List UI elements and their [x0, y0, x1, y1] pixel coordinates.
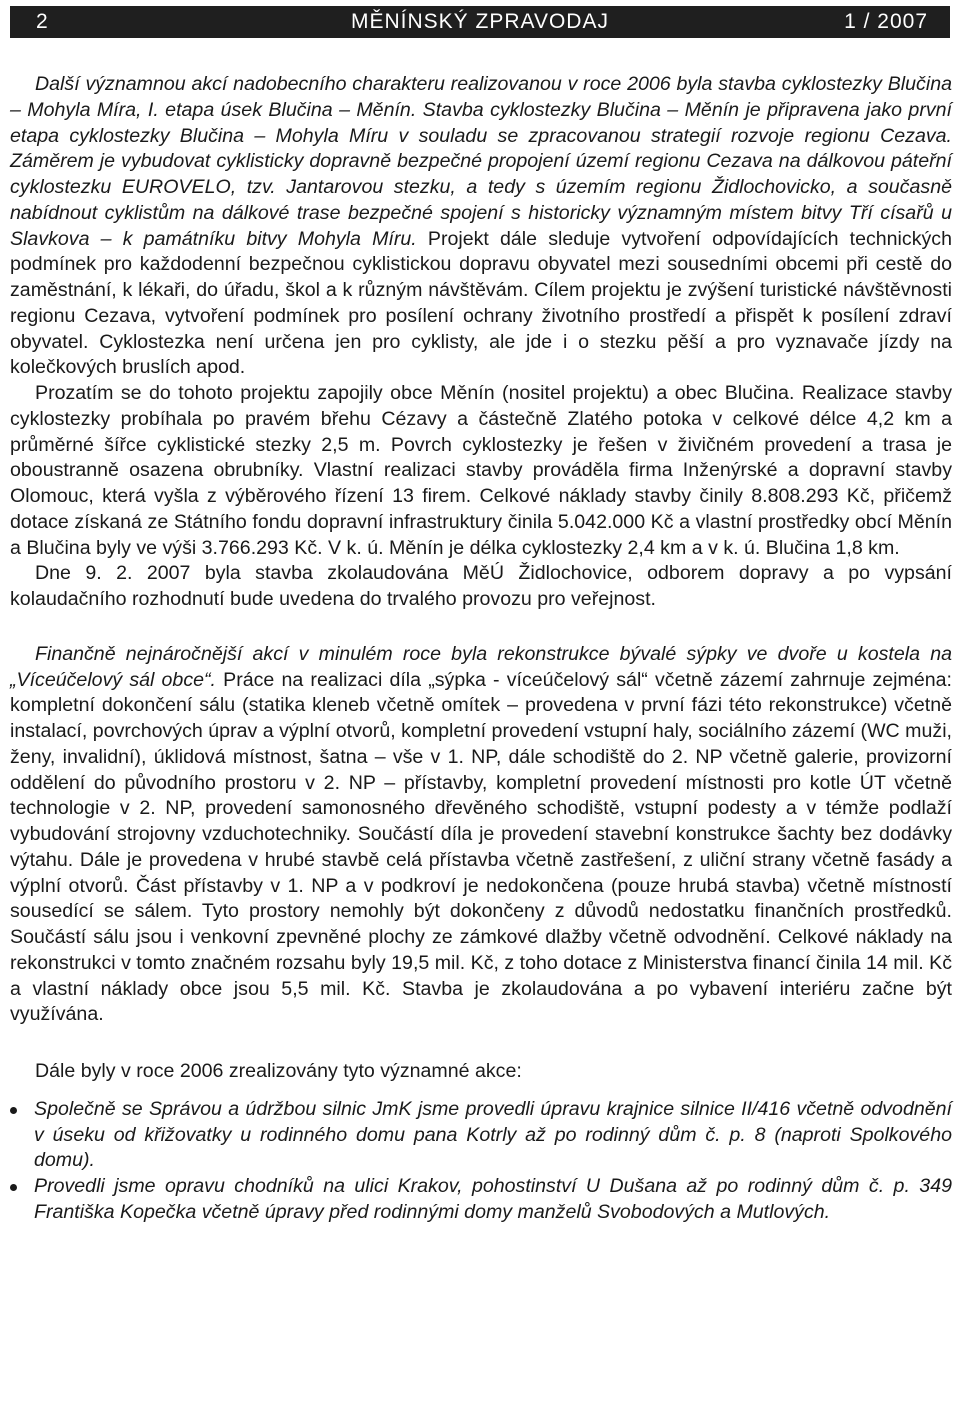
cycle-path-project-text: Projekt dále sleduje vytvoření odpovídajících technických podmínek pro každodenní bezpečnou cyklistickou dopravu obyvatel mezi sousedními obcemi při cestě do zaměstnání, k lékaři, do úřadu, škol a k různým návštěvám. Cílem projektu je zvýšení turistické návštěvnosti regionu Cezava, vytvoření podmínek pro posílení ochrany životního prostředí a přispět k posílení zdraví obyvatel. Cyklostezka není určena jen pro cyklisty, ale jde i o stezku pěší a pro vyznavače jízdy na kolečkových bruslích apod. [10, 227, 952, 379]
bullet-icon [10, 1107, 17, 1114]
article-body [10, 72, 952, 1226]
granary-intro-text: Finančně nejnáročnější akcí v minulém roce byla rekonstrukce bývalé sýpky ve dvoře u kostela na „Víceúčelový sál obce“. [10, 642, 952, 691]
list-gap [10, 1085, 952, 1097]
paragraph-cycle-path-intro [10, 72, 952, 381]
cycle-path-intro-text: Další významnou akcí nadobecního charakteru realizovanou v roce 2006 byla stavba cyklostezky Blučina – Mohyla Míra, I. etapa úsek Blučina – Měnín. Stavba cyklostezky Blučina – Měnín je připravena jako první etapa cyklostezky Blučina – Mohyla Míru v souladu se zpracovanou strategií rozvoje regionu Cezava. [10, 73, 952, 147]
list-item [34, 1174, 952, 1226]
list-item-text: Společně se Správou a údržbou silnic JmK jsme provedli úpravu krajnice silnice II/416 včetně odvodnění v úseku od křižovatky u rodinného domu pana Kotrly až po rodinný dům č. p. 8 (naproti Spolkového domu). [34, 1097, 952, 1172]
section-gap [10, 1028, 952, 1059]
list-item [34, 1097, 952, 1174]
list-item-text: Provedli jsme opravu chodníků na ulici Krakov, pohostinství U Dušana až po rodinný dům č. p. 349 Františka Kopečka včetně úpravy před rodinnými domy manželů Svobodových a Mutlových. [34, 1175, 952, 1223]
page-number: 2 [36, 10, 49, 33]
paragraph-granary-reconstruction [10, 642, 952, 1028]
cycle-path-goal-text: Záměrem je vybudovat cyklisticky dopravně bezpečné propojení území regionu Cezava na dálkovou páteřní cyklostezku EUROVELO, tzv. Jantarovou stezku, a tedy s územím regionu Židlochovicko, a současně nabídnout cyklistům na dálkové trase bezpečné spojení s historicky významným místem bitvy Tří císařů u Slavkova – k památníku bitvy Mohyla Míru. [10, 150, 952, 250]
paragraph-other-actions-intro: Dále byly v roce 2006 zrealizovány tyto významné akce: [35, 1060, 522, 1082]
newsletter-title: MĚNÍNSKÝ ZPRAVODAJ [351, 10, 609, 33]
paragraph-cycle-path-construction: Prozatím se do tohoto projektu zapojily obce Měnín (nositel projektu) a obec Blučina. Realizace stavby cyklostezky probíhala po pravém břehu Cézavy a částečně Zlatého potoka v celkové délce 4,2 km a průměrné šířce cyklistické stezky 2,5 m. Povrch cyklostezky je řešen v živičném provedení a trasa je oboustranně osazena obrubníky. Vlastní realizaci stavby prováděla firma Inženýrské a dopravní stavby Olomouc, která vyšla z výběrového řízení 13 firem. Celkové náklady stavby činily 8.808.293 Kč, přičemž dotace získaná ze Státního fondu dopravní infrastruktury činila 5.042.000 Kč a vlastní prostředky obcí Měnín a Blučina byly ve výši 3.766.293 Kč. V k. ú. Měnín je délka cyklostezky 2,4 km a v k. ú. Blučina 1,8 km. [10, 382, 952, 559]
section-gap [10, 613, 952, 642]
paragraph-cycle-path-approval: Dne 9. 2. 2007 byla stavba zkolaudována MěÚ Židlochovice, odborem dopravy a po vypsání kolaudačního rozhodnutí bude uvedena do trvalého provozu pro veřejnost. [10, 562, 952, 610]
granary-details-text: Práce na realizaci díla „sýpka - víceúčelový sál“ včetně zázemí zahrnuje zejména: kompletní dokončení sálu (statika kleneb včetně omítek – provedena v první fázi této rekonstrukce) včetně instalací, povrchových úprav a výplní otvorů, kompletní provedení vstupní haly, sociálního zázemí (WC muži, ženy, invalidní), úklidová místnost, šatna – vše v 1. NP, dále schodiště do 2. NP včetně galerie, provizorní oddělení do původního prostoru v 2. NP – přístavby, kompletní provedení místnosti pro kotle ÚT včetně technologie v 2. NP, provedení samonosného dřevěného schodiště, vstupní podesty a v témže podlaží vybudování strojovny vzduchotechniky. Součástí díla je provedení stavební konstrukce šachty bez dodávky výtahu. Dále je provedena v hrubé stavbě celá přístavba včetně zastřešení, z uliční strany včetně fasády a výplní otvorů. Část přístavby v 1. NP a v podkroví je nedokončena (pouze hrubá stavba) včetně místností sousedící se sálem. Tyto prostory nemohly být dokončeny z důvodů nedostatku finančních prostředků. Součástí sálu jsou i venkovní zpevněné plochy ze zámkové dlažby včetně odvodnění. Celkové náklady na rekonstrukci v tomto značném rozsahu byly 19,5 mil. Kč, z toho dotace z Ministerstva financí činila 14 mil. Kč a vlastní náklady obce jsou 5,5 mil. Kč. Stavba je zkolaudována a po vybavení interiéru začne být využívána. [10, 668, 952, 1026]
issue-number: 1 / 2007 [844, 10, 928, 33]
other-actions-list [10, 1097, 952, 1226]
bullet-icon [10, 1184, 17, 1191]
page-header [10, 6, 950, 38]
